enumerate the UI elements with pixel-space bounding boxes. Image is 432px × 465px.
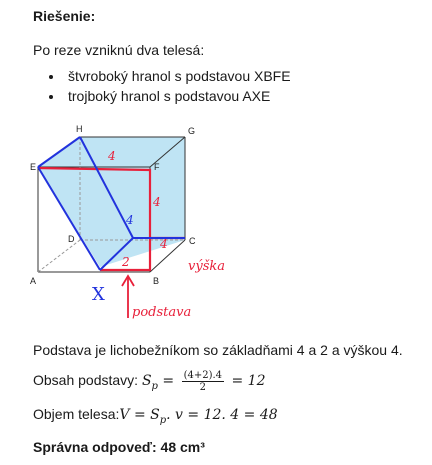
vertex-label-f: F — [154, 162, 160, 172]
vertex-label-d: D — [68, 234, 75, 244]
area-sub: p — [151, 381, 158, 392]
volume-label: Objem telesa: — [33, 406, 120, 422]
volume-tail: . v = 12. 4 = 48 — [166, 407, 278, 423]
edge-label-inner: 2 — [122, 255, 130, 269]
volume-v: V — [119, 407, 130, 423]
area-eq: = — [157, 373, 179, 390]
solution-heading: Riešenie: — [33, 8, 96, 24]
edge-label-right: 4 — [153, 195, 161, 209]
final-answer: Správna odpoveď: 48 cm³ — [33, 439, 205, 455]
vertex-label-h: H — [76, 124, 83, 134]
vertex-label-g: G — [188, 126, 196, 136]
list-item: • štvroboký hranol s podstavou XBFE — [64, 66, 291, 86]
edge-label-top: 4 — [108, 149, 116, 163]
edge-label-height: 4 — [160, 237, 168, 251]
intro-text: Po reze vzniknú dva telesá: — [33, 42, 205, 58]
vertex-label-a: A — [30, 276, 37, 286]
vertex-label-b: B — [153, 276, 160, 286]
area-denominator: 2 — [199, 382, 206, 393]
volume-rest: = S — [129, 407, 160, 423]
list-item: • trojboký hranol s podstavou AXE — [64, 86, 291, 106]
prism-figure — [30, 120, 240, 335]
area-numerator: (4+2).4 — [183, 370, 223, 381]
annotation-base: podstava — [132, 305, 192, 320]
vertex-label-e: E — [30, 162, 37, 172]
bodies-list — [46, 66, 291, 106]
area-symbol: S — [141, 373, 152, 390]
vertex-label-c: C — [189, 236, 196, 246]
vertex-label-x: X — [92, 284, 105, 305]
area-line — [33, 370, 266, 393]
area-label: Obsah podstavy: — [33, 372, 142, 389]
trapezoid-description: Podstava je lichobežníkom so základňami 4 a 2 a výškou 4. — [33, 342, 403, 358]
volume-sub: p — [159, 414, 167, 426]
edge-label-slant: 4 — [126, 213, 134, 227]
annotation-height: výška — [188, 259, 225, 274]
area-fraction — [182, 370, 224, 393]
volume-line — [33, 406, 278, 426]
area-result: = 12 — [227, 373, 266, 390]
